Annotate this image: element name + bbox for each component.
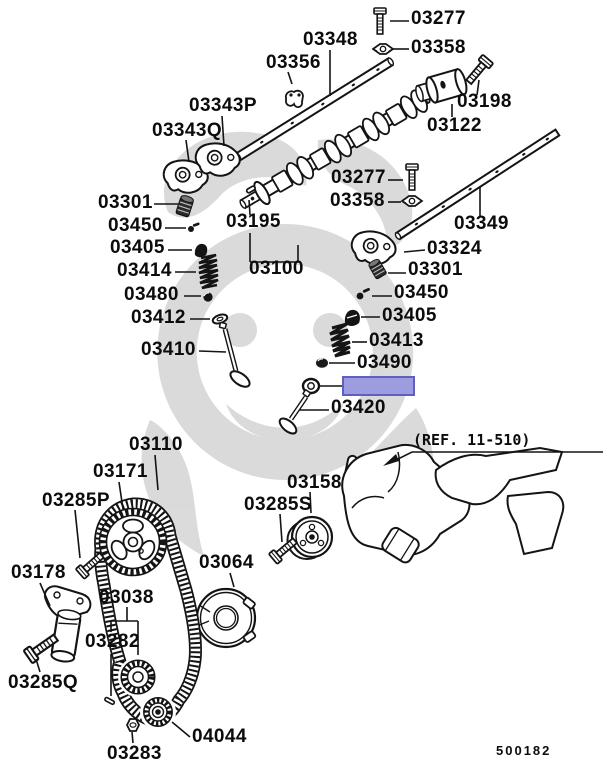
part-label-03348[interactable]: 03348 <box>303 29 358 50</box>
part-label-03282[interactable]: 03282 <box>85 631 140 652</box>
part-label-03343P[interactable]: 03343P <box>189 95 257 116</box>
part-label-03285S[interactable]: 03285S <box>244 494 312 515</box>
seal-03490 <box>316 358 328 368</box>
part-label-03301-left[interactable]: 03301 <box>98 192 153 213</box>
part-label-03285Q[interactable]: 03285Q <box>8 672 79 693</box>
part-label-03301-right[interactable]: 03301 <box>408 259 463 280</box>
nut-03283 <box>127 719 139 731</box>
tensioner-pulley-03158 <box>288 517 333 559</box>
part-label-03178[interactable]: 03178 <box>11 562 66 583</box>
part-label-03405-right[interactable]: 03405 <box>382 305 437 326</box>
figure-code: 500182 <box>496 743 552 758</box>
part-label-03064[interactable]: 03064 <box>199 552 254 573</box>
part-label-03100[interactable]: 03100 <box>249 258 304 279</box>
part-label-03171[interactable]: 03171 <box>93 461 148 482</box>
seat-03480 <box>203 292 212 301</box>
part-label-03324[interactable]: 03324 <box>427 238 482 259</box>
part-label-03450-left[interactable]: 03450 <box>108 215 163 236</box>
part-label-03283[interactable]: 03283 <box>107 743 162 764</box>
part-label-03198[interactable]: 03198 <box>457 91 512 112</box>
crank-sprocket-04044 <box>140 694 176 730</box>
part-label-03358-top[interactable]: 03358 <box>411 37 466 58</box>
part-label-03420[interactable]: 03420 <box>331 397 386 418</box>
part-label-03110[interactable]: 03110 <box>129 434 183 455</box>
ref-note: (REF. 11-510) <box>413 431 531 449</box>
clamp-03356 <box>286 91 303 107</box>
belt-guide-03064 <box>197 589 256 647</box>
part-label-03277-top[interactable]: 03277 <box>411 8 466 29</box>
stud-pin-03282 <box>104 697 114 705</box>
bolt-03277-top <box>374 8 386 34</box>
retainer-03405-right <box>345 310 360 326</box>
part-label-03356[interactable]: 03356 <box>266 52 321 73</box>
part-label-03412[interactable]: 03412 <box>131 307 186 328</box>
spring-03413 <box>330 324 350 356</box>
part-label-03413[interactable]: 03413 <box>369 330 424 351</box>
screw-03450-left <box>188 222 200 232</box>
tensioner-03178 <box>45 586 90 663</box>
part-label-03277-mid[interactable]: 03277 <box>331 167 386 188</box>
part-label-04044[interactable]: 04044 <box>192 726 247 747</box>
part-label-03450-right[interactable]: 03450 <box>394 282 449 303</box>
retainer-03405-left <box>195 244 207 257</box>
nut-03358-top <box>373 44 393 54</box>
part-label-03038[interactable]: 03038 <box>99 587 154 608</box>
part-label-03480[interactable]: 03480 <box>124 284 179 305</box>
part-label-03195[interactable]: 03195 <box>226 211 281 232</box>
part-label-03414[interactable]: 03414 <box>117 260 172 281</box>
part-label-03122[interactable]: 03122 <box>427 115 482 136</box>
highlight-box[interactable] <box>342 376 415 396</box>
part-label-03490[interactable]: 03490 <box>357 352 412 373</box>
oil-pump-sprocket <box>118 657 158 697</box>
part-label-03405-left[interactable]: 03405 <box>110 237 165 258</box>
part-label-03410[interactable]: 03410 <box>141 339 196 360</box>
part-label-03158[interactable]: 03158 <box>287 472 342 493</box>
ref-illustration <box>342 445 563 565</box>
bolt-03277-mid <box>406 164 418 190</box>
part-label-03285P[interactable]: 03285P <box>42 490 110 511</box>
part-label-03349[interactable]: 03349 <box>454 213 509 234</box>
part-label-03343Q[interactable]: 03343Q <box>152 120 223 141</box>
part-label-03358-mid[interactable]: 03358 <box>330 190 385 211</box>
camshaft-sprocket-03171 <box>100 509 167 576</box>
